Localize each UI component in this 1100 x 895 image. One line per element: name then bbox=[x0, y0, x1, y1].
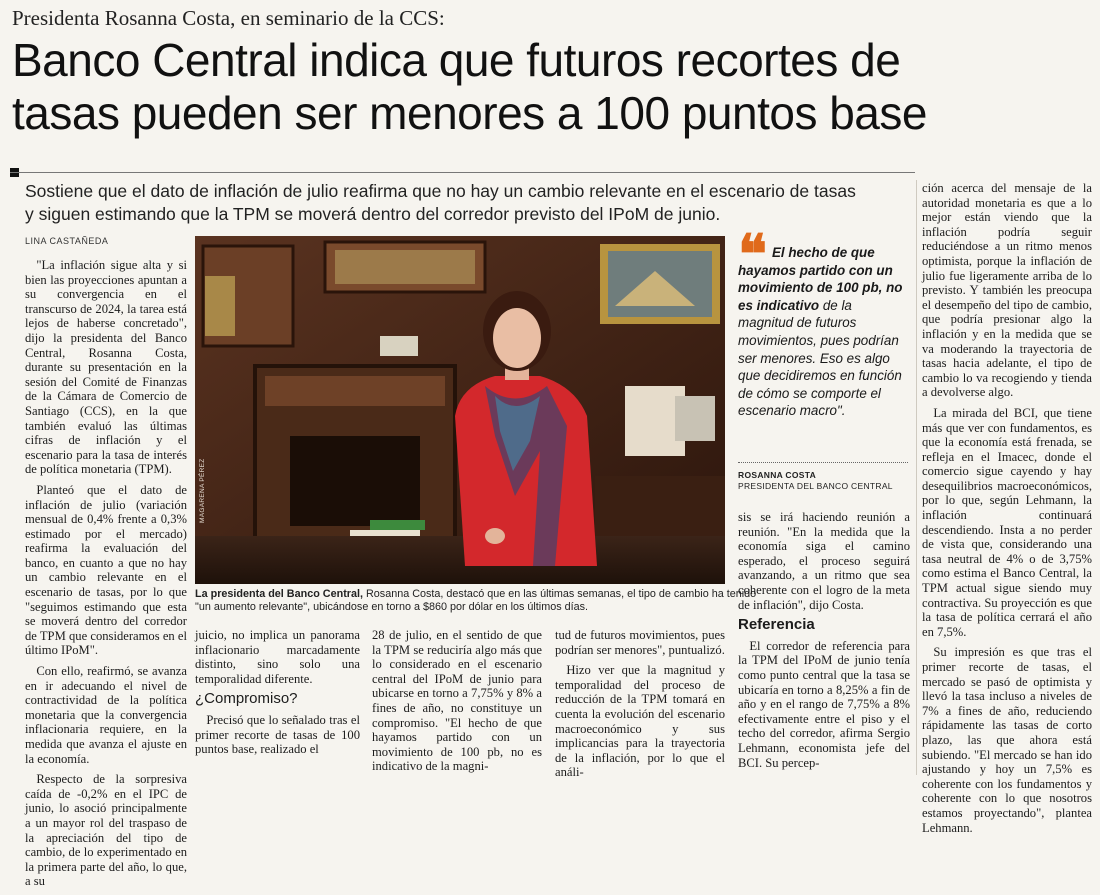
pull-quote bbox=[738, 244, 908, 420]
paragraph: ción acerca del mensaje de la autoridad monetaria es que a lo mejor están viendo que la inflación podría seguir reduciéndose a un ritmo menos optimista, porque la inflación de julio fue ligeramente arriba de lo previsto. Y también les preocupa el desempeño del tipo de cambio, que podría presionar algo la inflación y en la medida que se va moderando la trayectoria de tasas hacia adelante, el tipo de cambio lo va recogiendo y tienda a devolverse algo. bbox=[922, 181, 1092, 400]
paragraph: La mirada del BCI, que tiene más que ver con fundamentos, es que la economía está frenada, se refleja en el Imacec, donde el comercio sigue cayendo y hay desequilibrios macroeconómicos, por lo que, según Lehmann, la inflación continuará descendiendo. Insta a no perder de vista que, considerando una tasa neutral de 4% o de 3,75% como estima el Banco Central, la TPM actual sigue siendo muy contractiva. Su proyección es que la tasa de política cerrará el año en 7,5%. bbox=[922, 405, 1092, 639]
paragraph: Hizo ver que la magnitud y temporalidad del proceso de reducción de la TPM tomará en cuenta la evolución del escenario macroeconómico y sus implicancias para la trayectoria de la inflación, por lo que el análi- bbox=[555, 663, 725, 780]
paragraph: El corredor de referencia para la TPM del IPoM de junio tenía como punto central que la tasa se ubicaría en torno a 8,25% a fin de año y en el rango de 7,75% a 8% efectivamente entre el piso y el techo del corredor, afirma Sergio Lehmann, economista jefe del BCI. Su percep- bbox=[738, 638, 910, 770]
article-photo bbox=[195, 236, 725, 584]
photo-caption bbox=[195, 588, 757, 614]
deck-line-1: Sostiene que el dato de inflación de julio reafirma que no hay un cambio relevante en el escenario de tasas bbox=[25, 181, 856, 201]
paragraph: juicio, no implica un panorama inflacionario marcadamente distinto, sino solo una temporalidad diferente. bbox=[195, 628, 360, 686]
paragraph: Su impresión es que tras el primer recorte de tasas, el mercado se pasó de optimista y llevó la tasa incluso a niveles de 7% a fines de año, reduciendo rápidamente las tasas de corto plazo, las que ahora está subiendo. "El mercado se han ido ajustando y hoy un 7,5% es coherente con los fundamentos y coherente con lo que nosotros estamos proyectando", plantea Lehmann. bbox=[922, 645, 1092, 835]
headline bbox=[12, 34, 1092, 140]
subheading-compromiso: ¿Compromiso? bbox=[195, 690, 298, 708]
top-divider bbox=[10, 172, 915, 173]
caption-text-2: "un aumento relevante", ubicándose en torno a $860 por dólar en los últimos días. bbox=[195, 601, 589, 613]
paragraph: Planteó que el dato de inflación de julio (variación mensual de 0,4% frente a 0,3% estimado por el mercado) reafirma la evaluación del banco, en cuanto a que no hay un cambio relevante en el escenario de tasas, por lo que "seguimos estimando que esta se moverá dentro del corredor de TPM que consideramos en el último IPoM". bbox=[25, 482, 187, 658]
quote-bold: El hecho de que hayamos partido con un movimiento de 100 pb, no es indicativo bbox=[738, 245, 903, 313]
paragraph: sis se irá haciendo reunión a reunión. "En la medida que la economía siga el camino esperado, el proceso seguirá avanzando, a un ritmo que sea coherente con el logro de la meta de inflación", dijo Costa. bbox=[738, 510, 910, 612]
column-5 bbox=[738, 510, 910, 776]
deck bbox=[25, 180, 905, 226]
quote-author-title: PRESIDENTA DEL BANCO CENTRAL bbox=[738, 481, 893, 491]
photo-credit: MAGARENA PÉREZ bbox=[199, 458, 206, 523]
subheading-referencia: Referencia bbox=[738, 616, 815, 634]
photo-illustration bbox=[195, 236, 725, 584]
paragraph: Precisó que lo señalado tras el primer recorte de tasas de 100 puntos base, realizado el bbox=[195, 712, 360, 757]
caption-text-1: Rosanna Costa, destacó que en las últimas semanas, el tipo de cambio ha tenido bbox=[363, 588, 757, 600]
quote-author bbox=[738, 470, 893, 492]
column-4 bbox=[555, 628, 725, 786]
headline-line-1: Banco Central indica que futuros recortes de bbox=[12, 34, 901, 86]
paragraph: "La inflación sigue alta y si bien las proyecciones apuntan a su convergencia en el transcurso de 2024, la tarea está lejos de haberse concretado", dijo la presidenta del Banco Central, Rosanna Costa, durante su presentación en la sesión del Comité de Finanzas de la Cámara de Comercio de Santiago (CCS), en la que también evaluó las últimas cifras de inflación y el escenario para la tasa de interés de política monetaria (TPM). bbox=[25, 258, 187, 477]
paragraph: 28 de julio, en el sentido de que la TPM se reduciría algo más que lo considerado en el escenario central del IPoM de junio para ubicarse en torno a 7,75% y 8% a fines de año, no constituye un compromiso. "El hecho de que hayamos partido con un movimiento de 100 pb, no es indicativo de la magni- bbox=[372, 628, 542, 774]
quote-rest: de la magnitud de futuros movimientos, pues podrían ser menores. Eso es algo que decidiremos en función de cómo se comporte el escenario macro". bbox=[738, 297, 902, 419]
column-6 bbox=[922, 181, 1092, 841]
quote-mark-icon: ❝ bbox=[738, 225, 768, 285]
kicker: Presidenta Rosanna Costa, en seminario de la CCS: bbox=[12, 6, 445, 30]
paragraph: Con ello, reafirmó, se avanza en ir adecuando el nivel de contractividad de la política monetaria que la convergencia inflacionaria requiere, en la medida que avanza el ajuste en la economía. bbox=[25, 664, 187, 766]
deck-line-2: y siguen estimando que la TPM se moverá dentro del corredor previsto del IPoM de junio. bbox=[25, 204, 721, 224]
paragraph: tud de futuros movimientos, pues podrían ser menores", puntualizó. bbox=[555, 628, 725, 657]
quote-author-name: ROSANNA COSTA bbox=[738, 470, 817, 480]
column-2 bbox=[195, 628, 360, 763]
paragraph: Respecto de la sorpresiva caída de -0,2% en el IPC de junio, lo asoció principalmente a un mayor rol del traspaso de la apreciación del tipo de cambio, de lo experimentado en la primera parte del año, lo que, a su bbox=[25, 772, 187, 889]
headline-line-2: tasas pueden ser menores a 100 puntos base bbox=[12, 87, 927, 139]
quote-divider bbox=[738, 462, 908, 463]
byline: LINA CASTAÑEDA bbox=[25, 236, 109, 246]
caption-bold: La presidenta del Banco Central, bbox=[195, 588, 363, 600]
column-1 bbox=[25, 258, 187, 895]
column-3 bbox=[372, 628, 542, 780]
column-divider bbox=[916, 180, 917, 775]
